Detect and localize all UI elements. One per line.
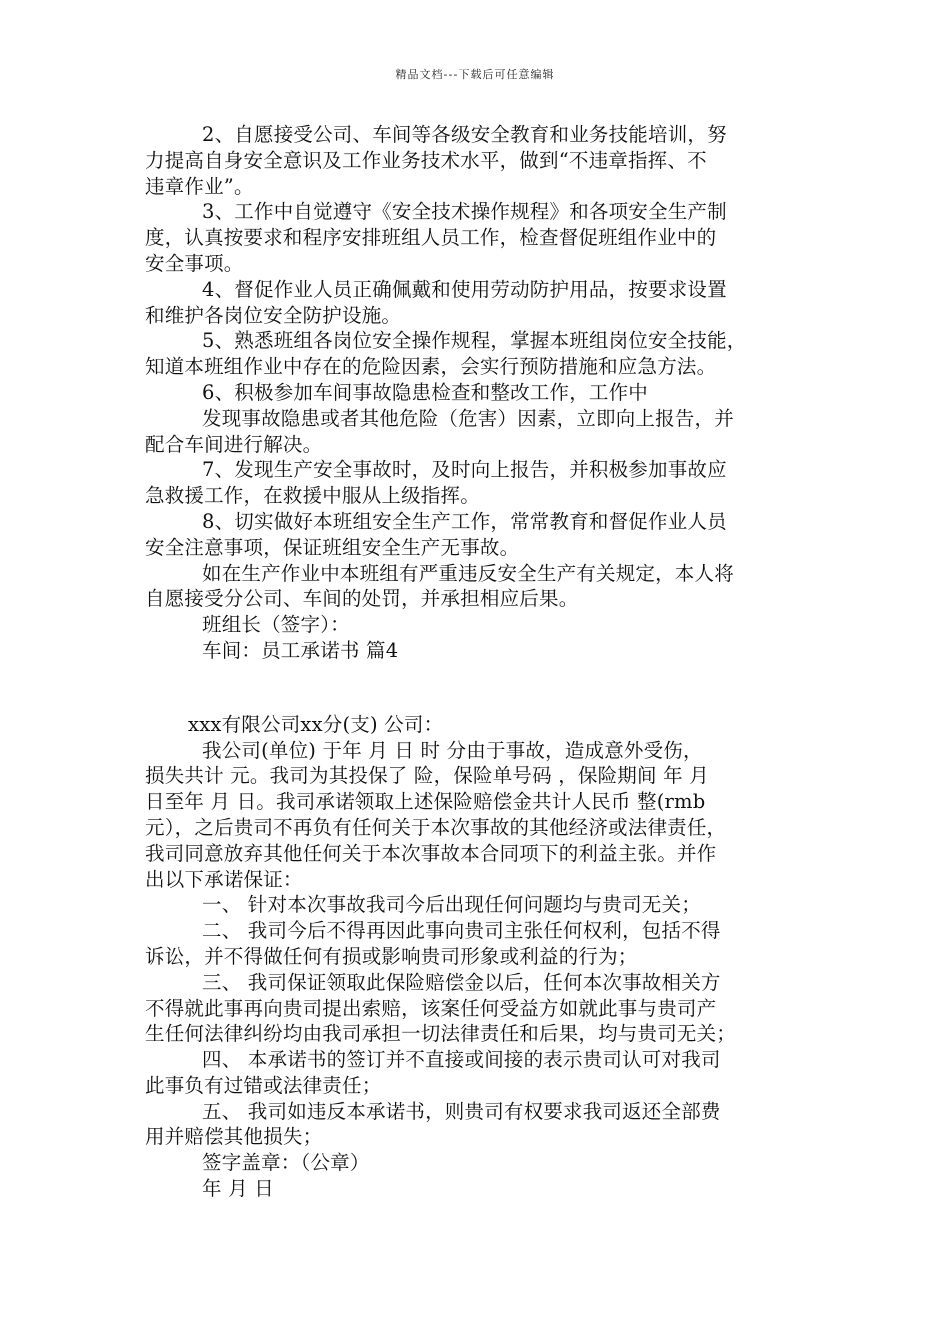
text-line: 车间：员工承诺书 篇4 bbox=[202, 638, 399, 662]
text-line: 安全事项。 bbox=[145, 251, 244, 275]
text-line: 出以下承诺保证： bbox=[145, 867, 303, 891]
text-line: 度，认真按要求和程序安排班组人员工作，检查督促班组作业中的 bbox=[145, 226, 717, 250]
text-line: 3、工作中自觉遵守《安全技术操作规程》和各项安全生产制 bbox=[202, 200, 727, 224]
text-line: 损失共计 元。我司为其投保了 险，保险单号码 ，保险期间 年 月 bbox=[145, 764, 709, 788]
text-line: 四、 本承诺书的签订并不直接或间接的表示贵司认可对我司 bbox=[202, 1048, 721, 1072]
text-line: 4、督促作业人员正确佩戴和使用劳动防护用品，按要求设置 bbox=[202, 277, 727, 301]
text-line: 2、自愿接受公司、车间等各级安全教育和业务技能培训，努 bbox=[202, 123, 727, 146]
text-line: xxx有限公司xx分(支) 公司： bbox=[188, 712, 444, 736]
text-line: 班组长（签字）： bbox=[202, 613, 350, 637]
text-line: 知道本班组作业中存在的危险因素，会实行预防措施和应急方法。 bbox=[145, 355, 717, 379]
text-line: 一、 针对本次事故我司今后出现任何问题均与贵司无关； bbox=[202, 893, 701, 917]
text-line: 我公司(单位) 于年 月 日 时 分由于事故，造成意外受伤， bbox=[202, 738, 703, 762]
text-line: 诉讼，并不得做任何有损或影响贵司形象或利益的行为； bbox=[145, 944, 638, 968]
text-line: 用并赔偿其他损失； bbox=[145, 1125, 323, 1149]
blank-gap bbox=[145, 664, 810, 712]
text-line: 不得就此事再向贵司提出索赔，该案任何受益方如就此事与贵司产 bbox=[145, 996, 717, 1020]
text-line: 年 月 日 bbox=[202, 1177, 274, 1201]
text-line: 元），之后贵司不再负有任何关于本次事故的其他经济或法律责任， bbox=[145, 815, 727, 839]
text-line: 7、发现生产安全事故时，及时向上报告，并积极参加事故应 bbox=[202, 458, 727, 482]
text-line: 和维护各岗位安全防护设施。 bbox=[145, 303, 402, 327]
text-line: 急救援工作，在救援中服从上级指挥。 bbox=[145, 484, 480, 508]
document-body bbox=[145, 122, 810, 1202]
text-line: 生任何法律纠纷均由我司承担一切法律责任和后果，均与贵司无关； bbox=[145, 1022, 737, 1046]
text-line: 发现事故隐患或者其他危险（危害）因素，立即向上报告，并 bbox=[202, 406, 734, 430]
text-line: 三、 我司保证领取此保险赔偿金以后，任何本次事故相关方 bbox=[202, 970, 721, 994]
text-line: 如在生产作业中本班组有严重违反安全生产有关规定，本人将 bbox=[202, 561, 734, 585]
text-line: 违章作业”。 bbox=[145, 174, 254, 198]
text-line: 8、切实做好本班组安全生产工作，常常教育和督促作业人员 bbox=[202, 509, 727, 533]
text-line: 力提高自身安全意识及工作业务技术水平，做到“不违章指挥、不 bbox=[145, 148, 707, 172]
text-line: 签字盖章：（公章） bbox=[202, 1151, 370, 1175]
text-line: 我司同意放弃其他任何关于本次事故本合同项下的利益主张。并作 bbox=[145, 841, 717, 865]
page-header: 精品文档---下载后可任意编辑 bbox=[395, 68, 555, 81]
text-line: 日至年 月 日。我司承诺领取上述保险赔偿金共计人民币 整(rmb bbox=[145, 790, 706, 814]
text-line: 5、熟悉班组各岗位安全操作规程，掌握本班组岗位安全技能， bbox=[202, 329, 747, 353]
text-line: 此事负有过错或法律责任； bbox=[145, 1073, 382, 1097]
text-line: 配合车间进行解决。 bbox=[145, 432, 323, 456]
text-line: 安全注意事项，保证班组安全生产无事故。 bbox=[145, 535, 520, 559]
text-line: 五、 我司如违反本承诺书，则贵司有权要求我司返还全部费 bbox=[202, 1099, 721, 1123]
text-line: 二、 我司今后不得再因此事向贵司主张任何权利，包括不得 bbox=[202, 919, 721, 943]
text-line: 自愿接受分公司、车间的处罚，并承担相应后果。 bbox=[145, 587, 579, 611]
text-line: 6、积极参加车间事故隐患检查和整改工作，工作中 bbox=[202, 380, 649, 404]
